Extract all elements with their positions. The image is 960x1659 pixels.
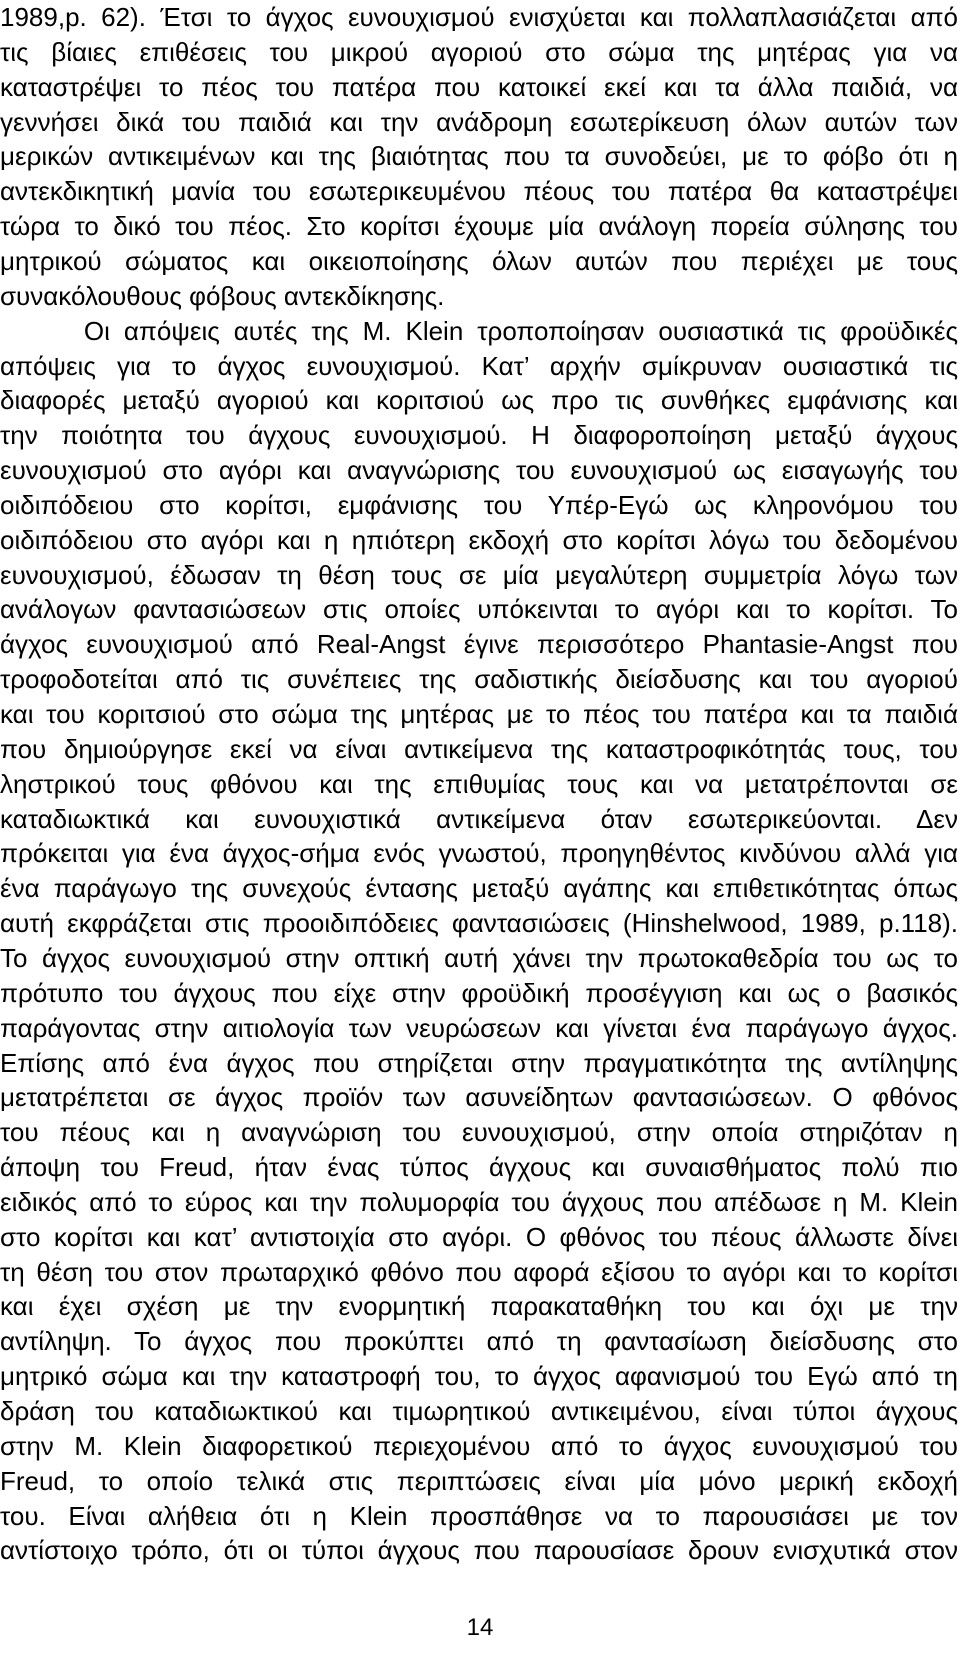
text-line: μετατρέπεται σε άγχος προϊόν των ασυνείδητων φαντασιώσεων. Ο φθόνος bbox=[0, 1082, 958, 1113]
text-line: Freud, το οποίο τελικά στις περιπτώσεις είναι μία μόνο μερική εκδοχή bbox=[0, 1465, 958, 1496]
text-line: και του κοριτσιού στο σώμα της μητέρας με το πέος του πατέρα και τα παιδιά bbox=[0, 699, 958, 729]
text-line: μερικών αντικειμένων και της βιαιότητας που τα συνοδεύει, με το φόβο ότι η bbox=[0, 141, 958, 172]
text-line: ληστρικού τους φθόνου και της επιθυμίας τους και να μετατρέπονται σε bbox=[0, 768, 958, 799]
text-line: οιδιπόδειου στο κορίτσι, εμφάνισης του Υπέρ-Εγώ ως κληρονόμου του bbox=[0, 489, 958, 520]
text-line: τώρα το δικό του πέος. Στο κορίτσι έχουμε μία ανάλογη πορεία σύλησης του bbox=[0, 211, 958, 242]
text-line: και έχει σχέση με την ενορμητική παρακαταθήκη του και όχι με την bbox=[0, 1291, 958, 1322]
text-line: αντεκδικητική μανία του εσωτερικευμένου πέους του πατέρα θα καταστρέψει bbox=[0, 176, 958, 207]
text-line: καταδιωκτικά και ευνουχιστικά αντικείμενα όταν εσωτερικεύονται. Δεν bbox=[0, 803, 958, 834]
text-line: μητρικό σώμα και την καταστροφή του, το άγχος αφανισμού του Εγώ από τη bbox=[0, 1361, 958, 1392]
text-line: που δημιούργησε εκεί να είναι αντικείμενα της καταστροφικότητάς τους, του bbox=[0, 733, 958, 764]
text-line: ειδικός από το εύρος και την πολυμορφία του άγχους που απέδωσε η M. Klein bbox=[0, 1186, 958, 1217]
text-line: πρόκειται για ένα άγχος-σήμα ενός γνωστού, προηγηθέντος κινδύνου αλλά για bbox=[0, 838, 958, 869]
text-line: ευνουχισμού στο αγόρι και αναγνώρισης του ευνουχισμού ως εισαγωγής του bbox=[0, 455, 958, 486]
text-line: αντίληψη. Το άγχος που προκύπτει από τη φαντασίωση διείσδυσης στο bbox=[0, 1326, 958, 1357]
text-line: Το άγχος ευνουχισμού στην οπτική αυτή χάνει την πρωτοκαθεδρία του ως το bbox=[0, 942, 958, 973]
text-line: τροφοδοτείται από τις συνέπειες της σαδιστικής διείσδυσης και του αγοριού bbox=[0, 664, 958, 695]
text-line: γεννήσει δικά του παιδιά και την ανάδρομη εσωτερίκευση όλων αυτών των bbox=[0, 106, 958, 137]
text-line: άποψη του Freud, ήταν ένας τύπος άγχους και συναισθήματος πολύ πιο bbox=[0, 1152, 958, 1183]
text-line: συνακόλουθους φόβους αντεκδίκησης. bbox=[0, 280, 445, 311]
text-line: καταστρέψει το πέος του πατέρα που κατοικεί εκεί και τα άλλα παιδιά, να bbox=[0, 71, 958, 102]
text-line: την ποιότητα του άγχους ευνουχισμού. Η διαφοροποίηση μεταξύ άγχους bbox=[0, 420, 958, 451]
text-line: τη θέση του στον πρωταρχικό φθόνο που αφορά εξίσου το αγόρι και το κορίτσι bbox=[0, 1256, 958, 1287]
text-line: μητρικού σώματος και οικειοποίησης όλων αυτών που περιέχει με τους bbox=[0, 245, 958, 276]
text-line: του. Είναι αλήθεια ότι η Klein προσπάθησε να το παρουσιάσει με τον bbox=[0, 1500, 958, 1531]
text-line: Επίσης από ένα άγχος που στηρίζεται στην πραγματικότητα της αντίληψης bbox=[0, 1047, 958, 1078]
text-line: στο κορίτσι και κατ’ αντιστοιχία στο αγόρι. Ο φθόνος του πέους άλλωστε δίνει bbox=[0, 1221, 958, 1252]
text-line: άγχος ευνουχισμού από Real-Angst έγινε περισσότερο Phantasie-Angst που bbox=[0, 629, 958, 660]
text-line: πρότυπο του άγχους που είχε στην φροϋδική προσέγγιση και ως ο βασικός bbox=[0, 977, 958, 1008]
text-line: διαφορές μεταξύ αγοριού και κοριτσιού ως προ τις συνθήκες εμφάνισης και bbox=[0, 385, 958, 416]
text-line: Οι απόψεις αυτές της M. Klein τροποποίησαν ουσιαστικά τις φροϋδικές bbox=[0, 315, 958, 346]
text-line: 1989,p. 62). Έτσι το άγχος ευνουχισμού ενισχύεται και πολλαπλασιάζεται από bbox=[0, 2, 958, 32]
text-line: αυτή εκφράζεται στις προοιδιπόδειες φαντασιώσεις (Hinshelwood, 1989, p.118). bbox=[0, 908, 958, 939]
text-line: δράση του καταδιωκτικού και τιμωρητικού αντικειμένου, είναι τύποι άγχους bbox=[0, 1396, 958, 1426]
text-line: στην M. Klein διαφορετικού περιεχομένου από το άγχος ευνουχισμού του bbox=[0, 1430, 958, 1461]
text-line: ένα παράγωγο της συνεχούς έντασης μεταξύ αγάπης και επιθετικότητας όπως bbox=[0, 873, 958, 904]
text-line: απόψεις για το άγχος ευνουχισμού. Κατ’ αρχήν σμίκρυναν ουσιαστικά τις bbox=[0, 350, 958, 381]
page-number: 14 bbox=[466, 1614, 494, 1641]
text-line: αντίστοιχο τρόπο, ότι οι τύποι άγχους που παρουσίασε δρουν ενισχυτικά στον bbox=[0, 1535, 958, 1566]
text-line: του πέους και η αναγνώριση του ευνουχισμού, στην οποία στηριζόταν η bbox=[0, 1117, 958, 1148]
text-line: ευνουχισμού, έδωσαν τη θέση τους σε μία μεγαλύτερη συμμετρία λόγω των bbox=[0, 559, 958, 590]
text-line: οιδιπόδειου στο αγόρι και η ηπιότερη εκδοχή στο κορίτσι λόγω του δεδομένου bbox=[0, 524, 958, 555]
text-line: τις βίαιες επιθέσεις του μικρού αγοριού στο σώμα της μητέρας για να bbox=[0, 36, 958, 67]
text-line: ανάλογων φαντασιώσεων στις οποίες υπόκεινται το αγόρι και το κορίτσι. Το bbox=[0, 594, 958, 625]
text-line: παράγοντας στην αιτιολογία των νευρώσεων και γίνεται ένα παράγωγο άγχος. bbox=[0, 1012, 958, 1043]
